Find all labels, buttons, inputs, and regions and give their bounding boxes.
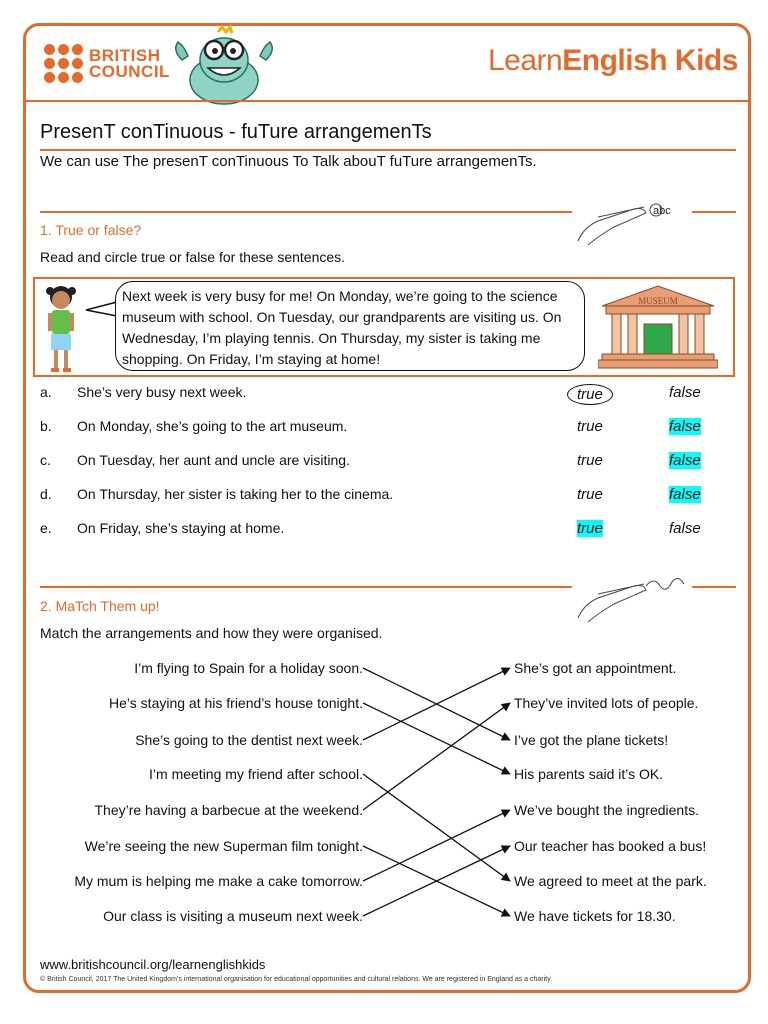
false-option[interactable]: false <box>669 384 701 401</box>
footer-copyright: © British Council, 2017 The United Kingdom’s international organisation for educational opportunities and cultural relations. We are registered in England as a charity. <box>40 976 553 983</box>
false-option[interactable]: false <box>669 520 701 537</box>
match-left-item[interactable]: I’m flying to Spain for a holiday soon. <box>134 660 363 676</box>
match-right-item[interactable]: We agreed to meet at the park. <box>514 873 707 889</box>
match-arrow <box>363 810 510 881</box>
true-option[interactable]: true <box>577 486 603 503</box>
section1-heading: 1. True or false? <box>40 222 142 238</box>
tf-row-b: b. On Monday, she’s going to the art museum. true false <box>40 418 701 435</box>
tf-row-c: c. On Tuesday, her aunt and uncle are visiting. true false <box>40 452 701 469</box>
true-option[interactable]: true <box>577 418 603 435</box>
match-left-item[interactable]: I’m meeting my friend after school. <box>149 766 363 782</box>
tf-row-a: a. She’s very busy next week. true false <box>40 384 701 403</box>
match-right-item[interactable]: They’ve invited lots of people. <box>514 695 699 711</box>
abc-label: abc <box>653 205 671 217</box>
match-left-item[interactable]: They’re having a barbecue at the weekend. <box>94 802 363 818</box>
match-left-item[interactable]: He’s staying at his friend’s house tonight. <box>109 695 363 711</box>
section1-instruction: Read and circle true or false for these sentences. <box>40 249 346 265</box>
match-right-item[interactable]: We have tickets for 18.30. <box>514 908 676 924</box>
tf-row-d: d. On Thursday, her sister is taking her to the cinema. true false <box>40 486 701 503</box>
match-arrow <box>363 703 510 810</box>
page-subtitle: We can use The presenT conTinuous To Talk abouT fuTure arrangemenTs. <box>40 153 537 170</box>
section2-instruction: Match the arrangements and how they were organised. <box>40 625 383 641</box>
true-option[interactable]: true <box>577 452 603 469</box>
page-title: PresenT conTinuous - fuTure arrangemenTs <box>40 121 432 143</box>
brand-line-2: COUNCIL <box>89 61 170 81</box>
match-left-item[interactable]: She’s going to the dentist next week. <box>135 732 363 748</box>
brand-line-1: BRITISH <box>89 45 161 65</box>
match-right-item[interactable]: We’ve bought the ingredients. <box>514 802 699 818</box>
match-arrow <box>363 703 510 774</box>
false-option[interactable]: false <box>669 486 701 503</box>
false-option[interactable]: false <box>669 418 701 435</box>
match-right-item[interactable]: She’s got an appointment. <box>514 660 677 676</box>
match-right-item[interactable]: I’ve got the plane tickets! <box>514 732 669 748</box>
match-right-item[interactable]: His parents said it’s OK. <box>514 766 664 782</box>
speech-bubble: Next week is very busy for me! On Monday, we’re going to the science museum with school. On Tuesday, our grandparents are visiting us. On Wednesday, I’m playing tennis. On Thursday, my sister is taking me shopping. On Friday, I’m staying at home! <box>115 281 585 371</box>
match-left-item[interactable]: My mum is helping me make a cake tomorrow. <box>74 873 363 889</box>
match-arrow <box>363 774 510 881</box>
section2-heading: 2. MaTch Them up! <box>40 598 160 614</box>
footer-url[interactable]: www.britishcouncil.org/learnenglishkids <box>40 957 266 972</box>
learnenglish-kids-logo: LearnEnglish Kids <box>488 44 738 77</box>
true-option[interactable]: true <box>567 384 613 405</box>
false-option[interactable]: false <box>669 452 701 469</box>
museum-sign: MUSEUM <box>638 296 678 306</box>
tf-row-e: e. On Friday, she’s staying at home. true false <box>40 520 701 537</box>
match-right-item[interactable]: Our teacher has booked a bus! <box>514 838 707 854</box>
match-left-item[interactable]: We’re seeing the new Superman film tonight. <box>84 838 363 854</box>
match-left-item[interactable]: Our class is visiting a museum next week. <box>103 908 363 924</box>
true-option[interactable]: true <box>577 520 603 537</box>
